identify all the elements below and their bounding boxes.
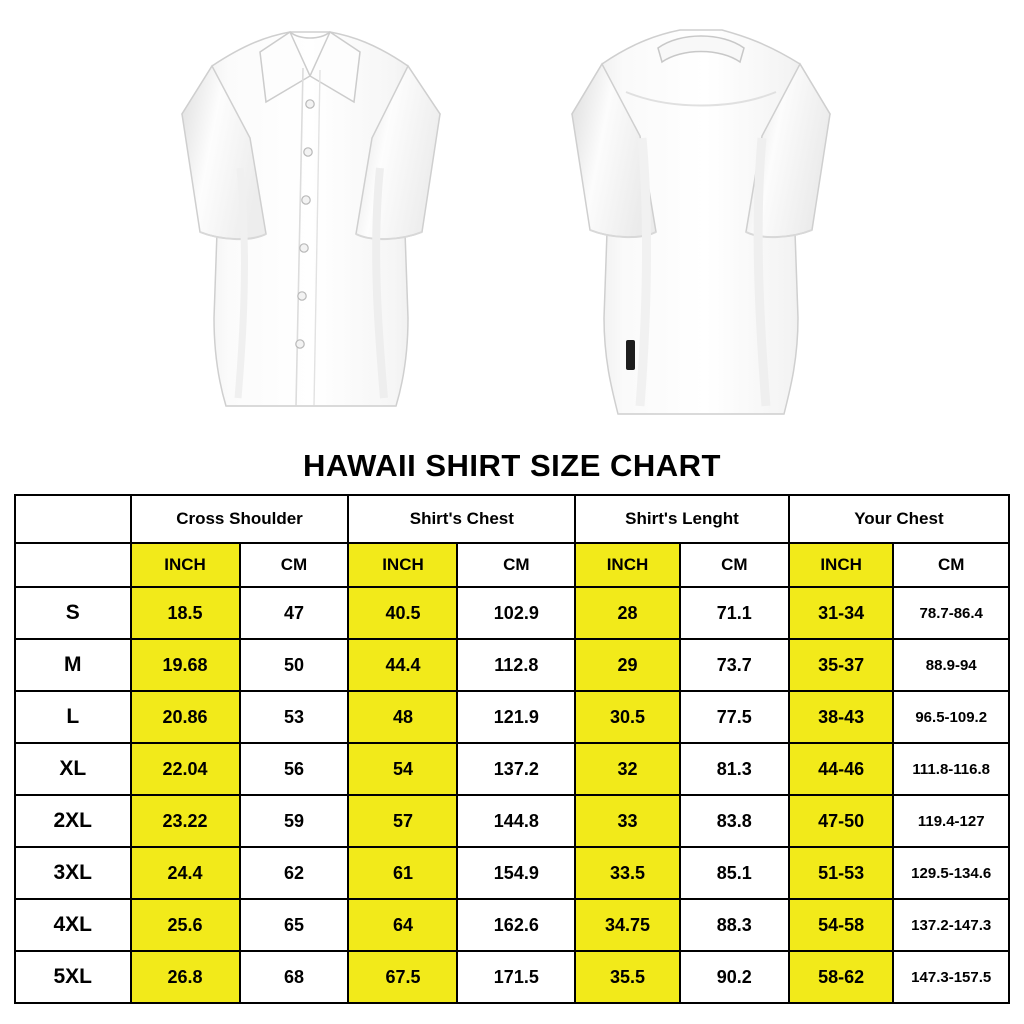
cell-your-chest-cm: 78.7-86.4 bbox=[893, 587, 1009, 639]
unit-header-length-cm: CM bbox=[680, 543, 789, 587]
cell-length-cm: 73.7 bbox=[680, 639, 789, 691]
cell-length-cm: 83.8 bbox=[680, 795, 789, 847]
shirt-front-view-icon bbox=[140, 18, 480, 438]
group-header-cross-shoulder: Cross Shoulder bbox=[131, 495, 349, 543]
unit-header-cross-shoulder-cm: CM bbox=[240, 543, 349, 587]
cell-chest-inch: 40.5 bbox=[348, 587, 457, 639]
row-size-label: 3XL bbox=[15, 847, 131, 899]
cell-length-cm: 81.3 bbox=[680, 743, 789, 795]
cell-cross-shoulder-inch: 26.8 bbox=[131, 951, 240, 1003]
cell-cross-shoulder-inch: 23.22 bbox=[131, 795, 240, 847]
unit-header-your-chest-inch: INCH bbox=[789, 543, 894, 587]
cell-cross-shoulder-cm: 62 bbox=[240, 847, 349, 899]
cell-length-cm: 90.2 bbox=[680, 951, 789, 1003]
table-row bbox=[15, 795, 1009, 847]
shirt-illustration-area bbox=[0, 0, 1024, 448]
cell-your-chest-cm: 147.3-157.5 bbox=[893, 951, 1009, 1003]
unit-header-chest-inch: INCH bbox=[348, 543, 457, 587]
cell-chest-inch: 48 bbox=[348, 691, 457, 743]
row-size-label: S bbox=[15, 587, 131, 639]
cell-your-chest-inch: 38-43 bbox=[789, 691, 894, 743]
row-size-label: 4XL bbox=[15, 899, 131, 951]
table-row bbox=[15, 691, 1009, 743]
cell-cross-shoulder-inch: 20.86 bbox=[131, 691, 240, 743]
size-table-body bbox=[15, 587, 1009, 1003]
cell-chest-inch: 67.5 bbox=[348, 951, 457, 1003]
cell-length-cm: 77.5 bbox=[680, 691, 789, 743]
cell-your-chest-inch: 35-37 bbox=[789, 639, 894, 691]
group-header-your-chest: Your Chest bbox=[789, 495, 1009, 543]
cell-cross-shoulder-cm: 59 bbox=[240, 795, 349, 847]
cell-length-inch: 35.5 bbox=[575, 951, 680, 1003]
unit-corner-cell bbox=[15, 543, 131, 587]
cell-cross-shoulder-cm: 53 bbox=[240, 691, 349, 743]
cell-chest-cm: 112.8 bbox=[457, 639, 575, 691]
cell-your-chest-inch: 58-62 bbox=[789, 951, 894, 1003]
cell-cross-shoulder-inch: 24.4 bbox=[131, 847, 240, 899]
row-size-label: 5XL bbox=[15, 951, 131, 1003]
cell-your-chest-cm: 119.4-127 bbox=[893, 795, 1009, 847]
cell-your-chest-inch: 44-46 bbox=[789, 743, 894, 795]
cell-length-inch: 28 bbox=[575, 587, 680, 639]
cell-your-chest-cm: 129.5-134.6 bbox=[893, 847, 1009, 899]
cell-chest-cm: 121.9 bbox=[457, 691, 575, 743]
cell-chest-cm: 144.8 bbox=[457, 795, 575, 847]
cell-your-chest-inch: 51-53 bbox=[789, 847, 894, 899]
table-row bbox=[15, 899, 1009, 951]
cell-cross-shoulder-inch: 25.6 bbox=[131, 899, 240, 951]
cell-length-inch: 33 bbox=[575, 795, 680, 847]
brand-tag-icon bbox=[626, 340, 635, 370]
cell-chest-inch: 64 bbox=[348, 899, 457, 951]
row-size-label: M bbox=[15, 639, 131, 691]
cell-your-chest-inch: 54-58 bbox=[789, 899, 894, 951]
cell-cross-shoulder-cm: 47 bbox=[240, 587, 349, 639]
cell-length-inch: 29 bbox=[575, 639, 680, 691]
size-table-wrapper bbox=[0, 494, 1024, 1004]
size-chart-table bbox=[14, 494, 1010, 1004]
cell-chest-cm: 171.5 bbox=[457, 951, 575, 1003]
unit-header-your-chest-cm: CM bbox=[893, 543, 1009, 587]
cell-length-inch: 30.5 bbox=[575, 691, 680, 743]
cell-chest-cm: 162.6 bbox=[457, 899, 575, 951]
cell-cross-shoulder-inch: 22.04 bbox=[131, 743, 240, 795]
cell-cross-shoulder-cm: 65 bbox=[240, 899, 349, 951]
cell-your-chest-cm: 88.9-94 bbox=[893, 639, 1009, 691]
cell-your-chest-cm: 96.5-109.2 bbox=[893, 691, 1009, 743]
row-size-label: 2XL bbox=[15, 795, 131, 847]
cell-cross-shoulder-inch: 19.68 bbox=[131, 639, 240, 691]
cell-length-cm: 71.1 bbox=[680, 587, 789, 639]
table-row bbox=[15, 847, 1009, 899]
unit-header-chest-cm: CM bbox=[457, 543, 575, 587]
cell-length-cm: 88.3 bbox=[680, 899, 789, 951]
cell-chest-inch: 44.4 bbox=[348, 639, 457, 691]
cell-chest-inch: 57 bbox=[348, 795, 457, 847]
table-row bbox=[15, 587, 1009, 639]
unit-header-cross-shoulder-inch: INCH bbox=[131, 543, 240, 587]
unit-header-length-inch: INCH bbox=[575, 543, 680, 587]
cell-length-cm: 85.1 bbox=[680, 847, 789, 899]
cell-chest-inch: 54 bbox=[348, 743, 457, 795]
group-header-shirts-lenght: Shirt's Lenght bbox=[575, 495, 789, 543]
cell-your-chest-cm: 111.8-116.8 bbox=[893, 743, 1009, 795]
table-group-header-row bbox=[15, 495, 1009, 543]
cell-cross-shoulder-cm: 68 bbox=[240, 951, 349, 1003]
cell-cross-shoulder-cm: 50 bbox=[240, 639, 349, 691]
cell-chest-inch: 61 bbox=[348, 847, 457, 899]
cell-chest-cm: 154.9 bbox=[457, 847, 575, 899]
cell-your-chest-inch: 47-50 bbox=[789, 795, 894, 847]
table-row bbox=[15, 951, 1009, 1003]
cell-length-inch: 34.75 bbox=[575, 899, 680, 951]
corner-cell bbox=[15, 495, 131, 543]
shirt-back-view-icon bbox=[530, 18, 870, 438]
cell-length-inch: 33.5 bbox=[575, 847, 680, 899]
page-title: HAWAII SHIRT SIZE CHART bbox=[303, 448, 721, 483]
cell-your-chest-cm: 137.2-147.3 bbox=[893, 899, 1009, 951]
cell-cross-shoulder-cm: 56 bbox=[240, 743, 349, 795]
table-row bbox=[15, 639, 1009, 691]
table-unit-header-row bbox=[15, 543, 1009, 587]
cell-your-chest-inch: 31-34 bbox=[789, 587, 894, 639]
group-header-shirts-chest: Shirt's Chest bbox=[348, 495, 575, 543]
row-size-label: XL bbox=[15, 743, 131, 795]
cell-length-inch: 32 bbox=[575, 743, 680, 795]
cell-chest-cm: 102.9 bbox=[457, 587, 575, 639]
row-size-label: L bbox=[15, 691, 131, 743]
table-row bbox=[15, 743, 1009, 795]
cell-chest-cm: 137.2 bbox=[457, 743, 575, 795]
cell-cross-shoulder-inch: 18.5 bbox=[131, 587, 240, 639]
